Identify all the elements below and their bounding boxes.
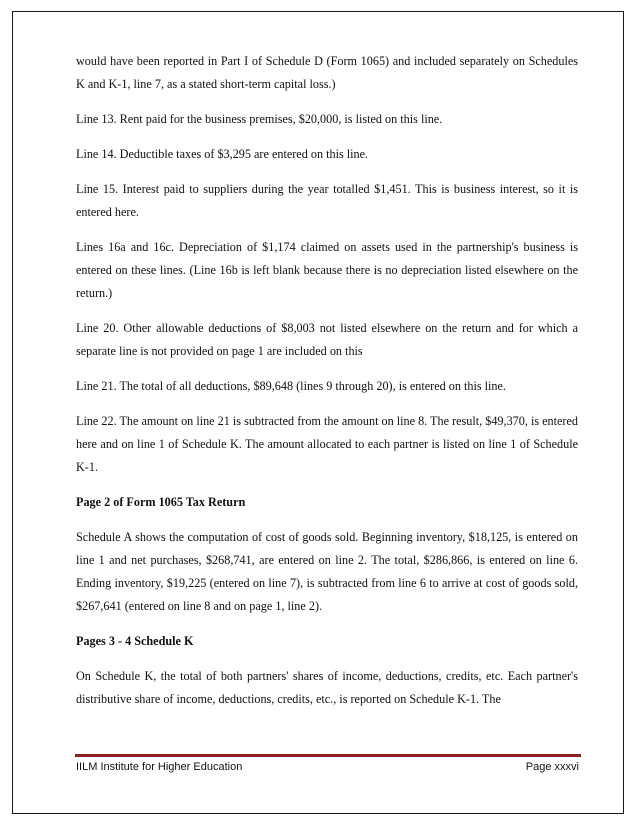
paragraph: Line 13. Rent paid for the business premises, $20,000, is listed on this line.	[76, 112, 443, 126]
footer-institution: IILM Institute for Higher Education	[76, 761, 243, 773]
paragraph: Line 22. The amount on line 21 is subtracted from the amount on line 8. The result, $49,370, is entered here and on line 1 of Schedule K. The amount allocated to each partner is listed on line 1 of Schedule K-1.	[76, 414, 578, 474]
paragraph: Line 15. Interest paid to suppliers during the year totalled $1,451. This is business interest, so it is entered here.	[76, 182, 578, 219]
document-page	[12, 11, 624, 814]
page-number: Page xxxvi	[525, 761, 579, 773]
page-body	[76, 50, 578, 723]
paragraph: Lines 16a and 16c. Depreciation of $1,174 claimed on assets used in the partnership's business is entered on these lines. (Line 16b is left blank because there is no depreciation listed elsewhere on the return.)	[76, 240, 578, 300]
footer-divider	[75, 754, 581, 757]
paragraph: would have been reported in Part I of Schedule D (Form 1065) and included separately on Schedules K and K-1, line 7, as a stated short-term capital loss.)	[76, 54, 578, 91]
section-heading: Pages 3 - 4 Schedule K	[76, 634, 194, 648]
paragraph: Line 20. Other allowable deductions of $8,003 not listed elsewhere on the return and for which a separate line is not provided on page 1 are included on this	[76, 321, 578, 358]
section-heading: Page 2 of Form 1065 Tax Return	[76, 495, 246, 509]
paragraph: Schedule A shows the computation of cost of goods sold. Beginning inventory, $18,125, is entered on line 1 and net purchases, $268,741, are entered on line 2. The total, $286,866, is entered on line 6. Ending inventory, $19,225 (entered on line 7), is subtracted from line 6 to arrive at cost of goods sold, $267,641 (entered on line 8 and on page 1, line 2).	[76, 530, 578, 613]
paragraph: Line 14. Deductible taxes of $3,295 are entered on this line.	[76, 147, 369, 161]
paragraph: Line 21. The total of all deductions, $89,648 (lines 9 through 20), is entered on this line.	[76, 379, 506, 393]
paragraph: On Schedule K, the total of both partners' shares of income, deductions, credits, etc. Each partner's distributive share of income, deductions, credits, etc., is reported on Schedule K-1. The	[76, 669, 578, 706]
